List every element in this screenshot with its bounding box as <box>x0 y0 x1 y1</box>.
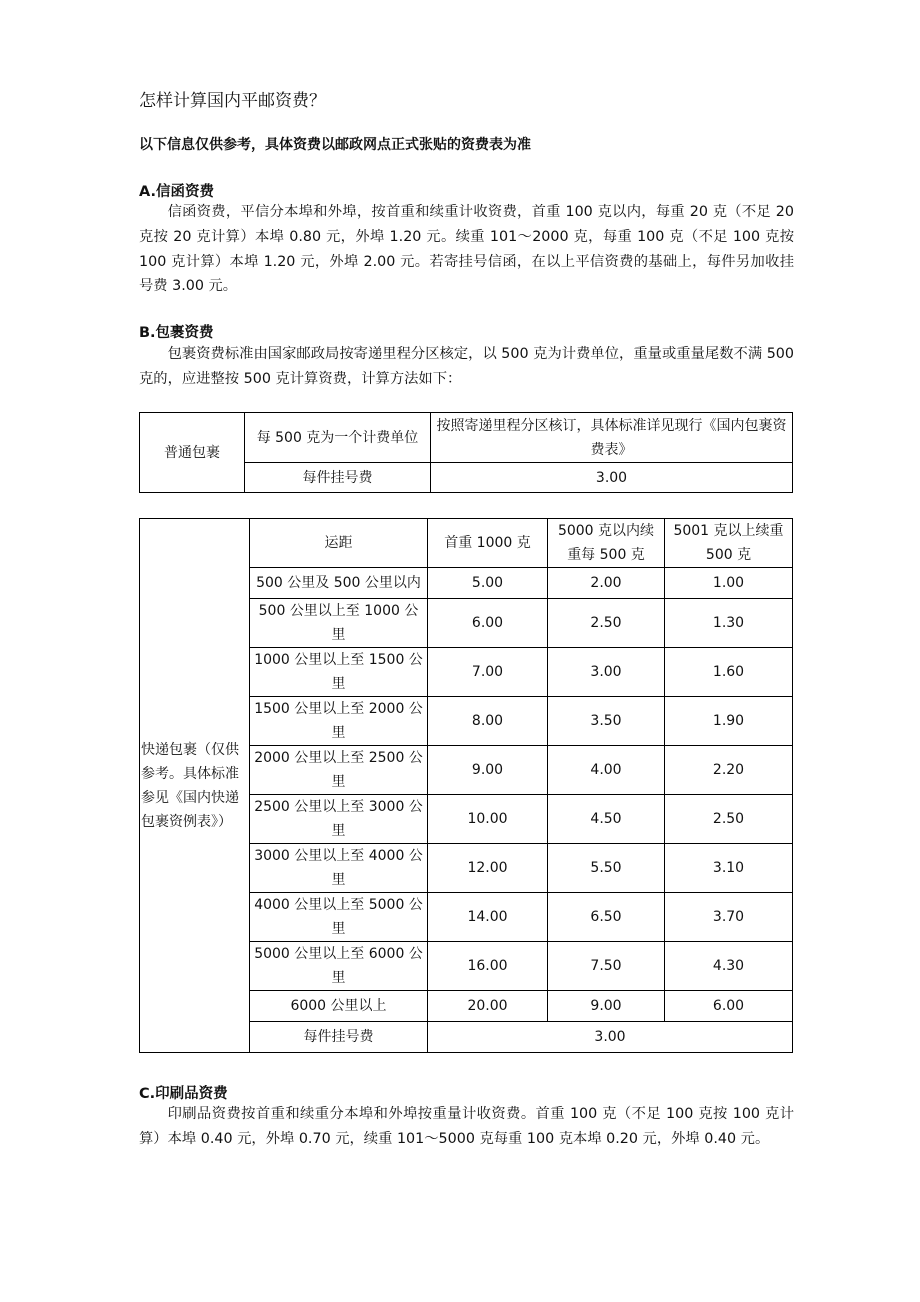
section-a-heading: A.信函资费 <box>139 184 214 200</box>
fee-cell: 7.00 <box>428 648 548 697</box>
fee-cell: 20.00 <box>428 991 548 1022</box>
fee-cell: 1.60 <box>665 648 793 697</box>
fee-cell: 3.50 <box>548 697 665 746</box>
billing-unit-cell: 每 500 克为一个计费单位 <box>245 413 431 463</box>
fee-cell: 3.00 <box>548 648 665 697</box>
fee-cell: 2.00 <box>548 568 665 599</box>
fee-cell: 1.90 <box>665 697 793 746</box>
express-parcel-label: 快递包裹（仅供参考。具体标准参见《国内快递包裹资例表》） <box>140 519 250 1053</box>
fee-cell: 12.00 <box>428 844 548 893</box>
fee-cell: 4.00 <box>548 746 665 795</box>
fee-cell: 3.10 <box>665 844 793 893</box>
fee-cell: 5.00 <box>428 568 548 599</box>
fee-cell: 9.00 <box>548 991 665 1022</box>
fee-cell: 10.00 <box>428 795 548 844</box>
fee-cell: 1.30 <box>665 599 793 648</box>
distance-cell: 6000 公里以上 <box>250 991 428 1022</box>
distance-cell: 500 公里及 500 公里以内 <box>250 568 428 599</box>
disclaimer-note: 以下信息仅供参考，具体资费以邮政网点正式张贴的资费表为准 <box>139 137 531 153</box>
fee-cell: 4.30 <box>665 942 793 991</box>
column-header: 首重 1000 克 <box>428 519 548 568</box>
section-c-heading: C.印刷品资费 <box>139 1086 228 1102</box>
ordinary-parcel-table <box>139 412 793 493</box>
fee-cell: 14.00 <box>428 893 548 942</box>
fee-cell: 1.00 <box>665 568 793 599</box>
page-title: 怎样计算国内平邮资费？ <box>139 91 326 111</box>
section-b-paragraph: 包裹资费标准由国家邮政局按寄递里程分区核定，以 500 克为计费单位，重量或重量尾数不满 500 克的，应进整按 500 克计算资费，计算方法如下： <box>139 346 794 387</box>
registration-fee-value: 3.00 <box>428 1022 793 1053</box>
distance-cell: 1500 公里以上至 2000 公里 <box>250 697 428 746</box>
fee-cell: 6.00 <box>428 599 548 648</box>
registration-fee-label: 每件挂号费 <box>250 1022 428 1053</box>
billing-unit-desc-cell: 按照寄递里程分区核订，具体标准详见现行《国内包裹资费表》 <box>431 413 793 463</box>
distance-cell: 5000 公里以上至 6000 公里 <box>250 942 428 991</box>
column-header: 运距 <box>250 519 428 568</box>
fee-cell: 2.50 <box>665 795 793 844</box>
fee-cell: 7.50 <box>548 942 665 991</box>
fee-cell: 2.20 <box>665 746 793 795</box>
column-header: 5001 克以上续重 500 克 <box>665 519 793 568</box>
express-parcel-table <box>139 518 793 1053</box>
ordinary-parcel-label: 普通包裹 <box>140 413 245 493</box>
table-row <box>140 413 793 463</box>
section-a-paragraph: 信函资费，平信分本埠和外埠，按首重和续重计收资费，首重 100 克以内，每重 20 克（不足 20 克按 20 克计算）本埠 0.80 元，外埠 1.20 元。续重 101～2000 克，每重 100 克（不足 100 克按 100 克计算）本埠 1.20 元，外埠 2.00 元。若寄挂号信函，在以上平信资费的基础上，每件另加收挂号费 3.00 元。 <box>139 204 794 295</box>
column-header: 5000 克以内续重每 500 克 <box>548 519 665 568</box>
fee-cell: 4.50 <box>548 795 665 844</box>
registration-fee-label: 每件挂号费 <box>245 463 431 493</box>
fee-cell: 3.70 <box>665 893 793 942</box>
table-header-row <box>140 519 793 568</box>
distance-cell: 2000 公里以上至 2500 公里 <box>250 746 428 795</box>
section-c-paragraph: 印刷品资费按首重和续重分本埠和外埠按重量计收资费。首重 100 克（不足 100 克按 100 克计算）本埠 0.40 元，外埠 0.70 元，续重 101～5000 克每重 100 克本埠 0.20 元，外埠 0.40 元。 <box>139 1106 794 1147</box>
fee-cell: 2.50 <box>548 599 665 648</box>
distance-cell: 4000 公里以上至 5000 公里 <box>250 893 428 942</box>
distance-cell: 1000 公里以上至 1500 公里 <box>250 648 428 697</box>
section-b-heading: B.包裹资费 <box>139 325 214 341</box>
fee-cell: 8.00 <box>428 697 548 746</box>
registration-fee-value: 3.00 <box>431 463 793 493</box>
fee-cell: 6.00 <box>665 991 793 1022</box>
fee-cell: 5.50 <box>548 844 665 893</box>
distance-cell: 2500 公里以上至 3000 公里 <box>250 795 428 844</box>
fee-cell: 6.50 <box>548 893 665 942</box>
fee-cell: 16.00 <box>428 942 548 991</box>
fee-cell: 9.00 <box>428 746 548 795</box>
distance-cell: 500 公里以上至 1000 公里 <box>250 599 428 648</box>
distance-cell: 3000 公里以上至 4000 公里 <box>250 844 428 893</box>
